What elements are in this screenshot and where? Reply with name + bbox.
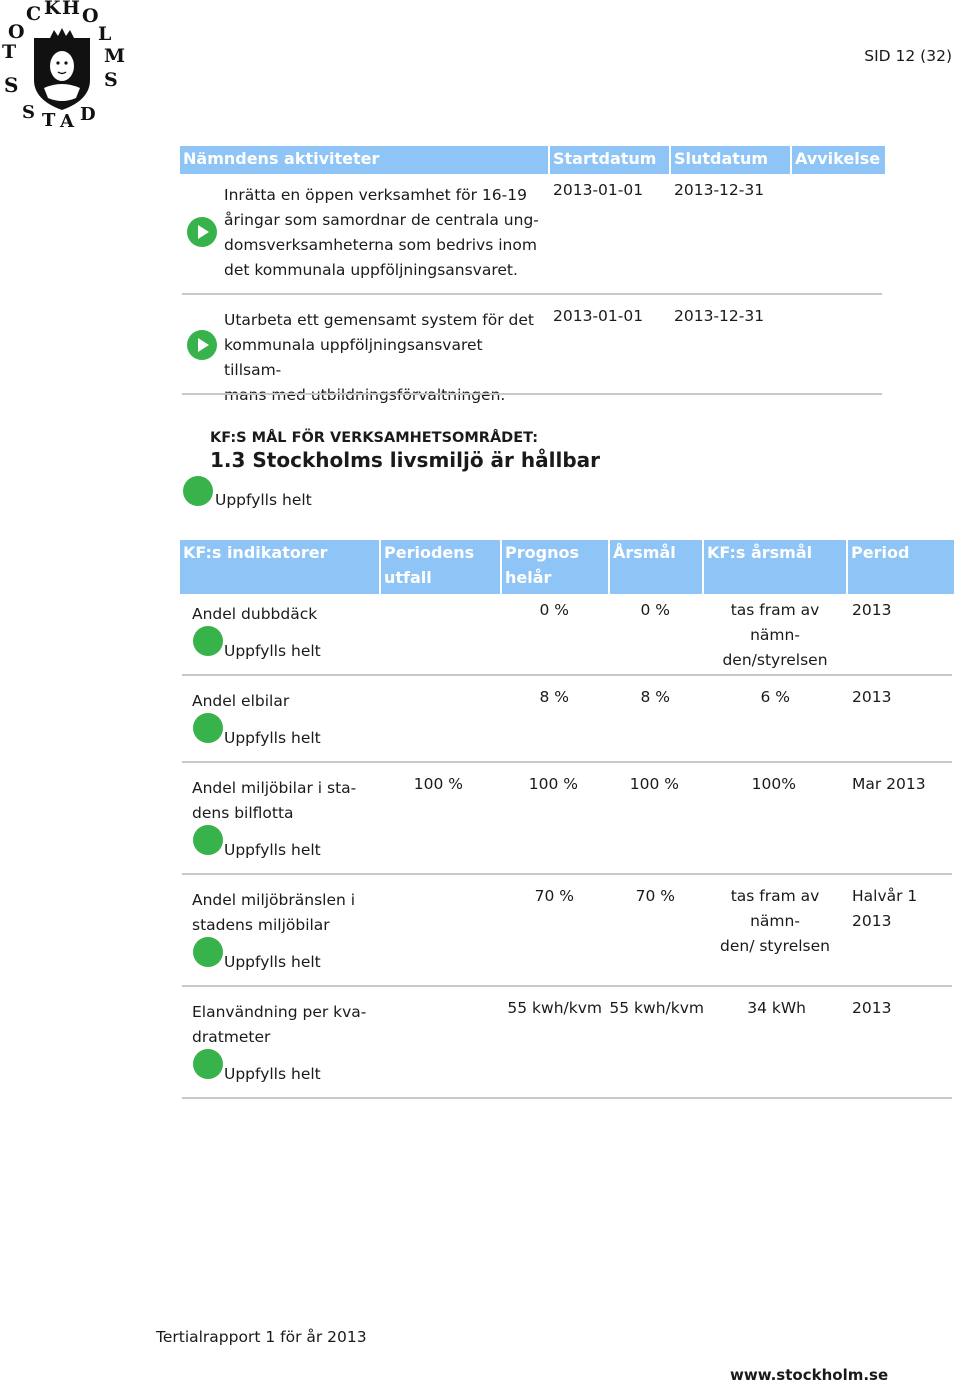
activity-end-date: 2013-12-31 (674, 181, 765, 199)
activities-header-activity: Nämndens aktiviteter (180, 146, 548, 174)
indicator-kf-annual-goal: 100% (751, 775, 796, 793)
play-circle-icon (187, 217, 217, 247)
svg-text:D: D (80, 104, 96, 125)
indicator-annual-goal: 8 % (640, 688, 670, 706)
indicator-status: Uppfylls helt (224, 642, 321, 660)
status-dot-icon (183, 476, 213, 506)
activities-header-start: Startdatum (550, 146, 669, 174)
status-dot-icon (193, 626, 223, 656)
footer-report-title: Tertialrapport 1 för år 2013 (156, 1328, 367, 1346)
indicator-kf-annual-goal: tas fram av nämn- den/styrelsen (722, 601, 828, 669)
svg-text:O: O (8, 21, 25, 43)
svg-text:C: C (26, 3, 42, 25)
indicator-outcome: 100 % (413, 775, 463, 793)
svg-text:O: O (82, 5, 99, 27)
indicator-period: Halvår 1 2013 (852, 887, 918, 930)
indicator-status: Uppfylls helt (224, 729, 321, 747)
svg-text:M: M (104, 45, 126, 67)
goal-title: 1.3 Stockholms livsmiljö är hållbar (210, 448, 600, 472)
row-divider (182, 985, 952, 987)
indicator-annual-goal: 100 % (629, 775, 679, 793)
status-dot-icon (193, 713, 223, 743)
row-divider (182, 1097, 952, 1099)
page-number: SID 12 (32) (864, 47, 952, 65)
indicator-forecast: 8 % (539, 688, 569, 706)
activity-start-date: 2013-01-01 (553, 181, 644, 199)
indicator-name: Andel miljöbränslen i stadens miljöbilar (192, 891, 356, 934)
indicator-period: 2013 (852, 999, 892, 1017)
row-divider (182, 761, 952, 763)
indicator-forecast: 70 % (534, 887, 574, 905)
status-dot-icon (193, 825, 223, 855)
indicator-annual-goal: 55 kwh/kvm (609, 999, 704, 1017)
indicator-period: Mar 2013 (852, 775, 926, 793)
indicator-name: Andel dubbdäck (192, 605, 318, 623)
status-dot-icon (193, 1049, 223, 1079)
indicator-name: Andel elbilar (192, 692, 290, 710)
activity-start-date: 2013-01-01 (553, 307, 644, 325)
svg-text:T: T (2, 41, 17, 63)
indicator-forecast: 0 % (539, 601, 569, 619)
indicator-forecast: 100 % (528, 775, 578, 793)
indicator-status: Uppfylls helt (224, 841, 321, 859)
row-divider (182, 873, 952, 875)
indicator-name: Andel miljöbilar i sta- dens bilflotta (192, 779, 357, 822)
indicators-header-kf-annual-goal: KF:s årsmål (704, 540, 846, 594)
indicator-kf-annual-goal: 6 % (760, 688, 790, 706)
goal-status: Uppfylls helt (215, 491, 312, 509)
activity-text: Utarbeta ett gemensamt system för det kommunala uppföljningsansvaret tillsam- mans med utbildningsförvaltningen. (224, 311, 534, 404)
goal-label: KF:S MÅL FÖR VERKSAMHETSOMRÅDET: (210, 430, 538, 446)
stockholm-seal-icon (0, 0, 130, 130)
indicator-period: 2013 (852, 601, 892, 619)
indicator-status: Uppfylls helt (224, 953, 321, 971)
footer-website: www.stockholm.se (730, 1366, 889, 1384)
indicator-kf-annual-goal: 34 kWh (747, 999, 806, 1017)
indicator-forecast: 55 kwh/kvm (507, 999, 602, 1017)
indicators-header-forecast: Prognos helår (502, 540, 608, 594)
stockholm-logo (0, 0, 130, 130)
play-circle-icon (187, 330, 217, 360)
svg-text:L: L (98, 23, 112, 45)
activities-header-deviation: Avvikelse (792, 146, 885, 174)
activity-text: Inrätta en öppen verksamhet för 16-19 åringar som samordnar de centrala ung- domsverksamheterna som bedrivs inom det kommunala uppföljningsansvaret. (224, 186, 539, 279)
indicator-kf-annual-goal: tas fram av nämn- den/ styrelsen (720, 887, 830, 955)
svg-text:A: A (60, 111, 74, 130)
svg-text:S: S (22, 102, 35, 123)
indicator-status: Uppfylls helt (224, 1065, 321, 1083)
svg-text:S: S (104, 69, 118, 91)
indicator-name: Elanvändning per kva- dratmeter (192, 1003, 367, 1046)
svg-text:H: H (62, 0, 80, 19)
row-divider (182, 293, 882, 295)
indicators-header-annual-goal: Årsmål (610, 540, 702, 594)
indicator-period: 2013 (852, 688, 892, 706)
row-divider (182, 674, 952, 676)
svg-text:S: S (4, 73, 19, 97)
activity-end-date: 2013-12-31 (674, 307, 765, 325)
row-divider (182, 393, 882, 395)
indicators-header-name: KF:s indikatorer (180, 540, 379, 594)
status-dot-icon (193, 937, 223, 967)
svg-text:T: T (42, 110, 56, 130)
activities-header-end: Slutdatum (671, 146, 790, 174)
indicators-header-period: Period (848, 540, 954, 594)
indicator-annual-goal: 0 % (640, 601, 670, 619)
indicator-annual-goal: 70 % (635, 887, 675, 905)
svg-text:K: K (44, 0, 61, 19)
indicators-header-outcome: Periodens utfall (381, 540, 500, 594)
